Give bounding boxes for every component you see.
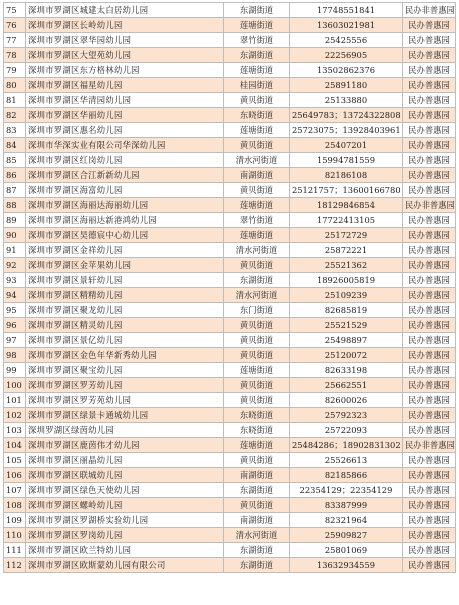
row-number: 102 bbox=[4, 408, 26, 423]
phone-number: 25109239 bbox=[290, 288, 403, 303]
street-office: 清水河街道 bbox=[224, 528, 290, 543]
kindergarten-type: 民办普惠园 bbox=[403, 228, 456, 243]
kindergarten-name: 深圳市罗湖区绿色天使幼儿园 bbox=[26, 483, 224, 498]
row-number: 86 bbox=[4, 168, 26, 183]
phone-number: 82600026 bbox=[290, 393, 403, 408]
row-number: 107 bbox=[4, 483, 26, 498]
street-office: 东晓街道 bbox=[224, 423, 290, 438]
row-number: 98 bbox=[4, 348, 26, 363]
kindergarten-name: 深圳市罗湖区精灵幼儿园 bbox=[26, 318, 224, 333]
kindergarten-name: 深圳市罗湖区红岗幼儿园 bbox=[26, 153, 224, 168]
kindergarten-type: 民办普惠园 bbox=[403, 288, 456, 303]
kindergarten-name: 深圳市华深实业有限公司华深幼儿园 bbox=[26, 138, 224, 153]
kindergarten-name: 深圳市罗湖区聚宝幼儿园 bbox=[26, 363, 224, 378]
table-row bbox=[4, 18, 456, 33]
phone-number: 82685819 bbox=[290, 303, 403, 318]
table-row bbox=[4, 468, 456, 483]
table-row bbox=[4, 423, 456, 438]
phone-number: 17748551841 bbox=[290, 3, 403, 18]
row-number: 79 bbox=[4, 63, 26, 78]
table-row bbox=[4, 48, 456, 63]
row-number: 84 bbox=[4, 138, 26, 153]
kindergarten-type: 民办普惠园 bbox=[403, 558, 456, 573]
street-office: 莲塘街道 bbox=[224, 438, 290, 453]
phone-number: 25801069 bbox=[290, 543, 403, 558]
kindergarten-name: 深圳市罗湖区欧兰特幼儿园 bbox=[26, 543, 224, 558]
row-number: 100 bbox=[4, 378, 26, 393]
phone-number: 25649783；13724322808 bbox=[290, 108, 403, 123]
kindergarten-type: 民办非普惠园 bbox=[403, 438, 456, 453]
phone-number: 25498897 bbox=[290, 333, 403, 348]
table-row bbox=[4, 408, 456, 423]
row-number: 103 bbox=[4, 423, 26, 438]
table-row bbox=[4, 243, 456, 258]
kindergarten-name: 深圳市罗湖区景亿幼儿园 bbox=[26, 333, 224, 348]
row-number: 111 bbox=[4, 543, 26, 558]
phone-number: 25120072 bbox=[290, 348, 403, 363]
phone-number: 25172729 bbox=[290, 228, 403, 243]
kindergarten-name: 深圳市罗湖区螺岭幼儿园 bbox=[26, 498, 224, 513]
row-number: 85 bbox=[4, 153, 26, 168]
street-office: 东湖街道 bbox=[224, 48, 290, 63]
street-office: 莲塘街道 bbox=[224, 198, 290, 213]
street-office: 东晓街道 bbox=[224, 408, 290, 423]
kindergarten-type: 民办普惠园 bbox=[403, 213, 456, 228]
street-office: 东湖街道 bbox=[224, 558, 290, 573]
street-office: 东湖街道 bbox=[224, 273, 290, 288]
table-row bbox=[4, 213, 456, 228]
row-number: 83 bbox=[4, 123, 26, 138]
street-office: 黄贝街道 bbox=[224, 93, 290, 108]
table-row bbox=[4, 108, 456, 123]
street-office: 东晓街道 bbox=[224, 108, 290, 123]
kindergarten-name: 深圳市罗湖区长岭幼儿园 bbox=[26, 18, 224, 33]
phone-number: 17722413105 bbox=[290, 213, 403, 228]
street-office: 黄贝街道 bbox=[224, 393, 290, 408]
kindergarten-name: 深圳市罗湖区昊德宸中心幼儿园 bbox=[26, 228, 224, 243]
table-row bbox=[4, 33, 456, 48]
kindergarten-name: 深圳市罗湖区罗湖桥实验幼儿园 bbox=[26, 513, 224, 528]
table-row bbox=[4, 348, 456, 363]
table-row bbox=[4, 393, 456, 408]
row-number: 78 bbox=[4, 48, 26, 63]
row-number: 77 bbox=[4, 33, 26, 48]
kindergarten-type: 民办普惠园 bbox=[403, 33, 456, 48]
table-row bbox=[4, 123, 456, 138]
row-number: 76 bbox=[4, 18, 26, 33]
kindergarten-name: 深圳市罗湖区海富幼儿园 bbox=[26, 183, 224, 198]
row-number: 94 bbox=[4, 288, 26, 303]
kindergarten-name: 深圳市罗湖区欧斯蒙幼儿园有限公司 bbox=[26, 558, 224, 573]
row-number: 91 bbox=[4, 243, 26, 258]
street-office: 莲塘街道 bbox=[224, 63, 290, 78]
phone-number: 82321964 bbox=[290, 513, 403, 528]
street-office: 莲塘街道 bbox=[224, 363, 290, 378]
phone-number: 25407201 bbox=[290, 138, 403, 153]
street-office: 黄贝街道 bbox=[224, 318, 290, 333]
street-office: 黄贝街道 bbox=[224, 453, 290, 468]
street-office: 黄贝街道 bbox=[224, 258, 290, 273]
row-number: 95 bbox=[4, 303, 26, 318]
street-office: 南湖街道 bbox=[224, 168, 290, 183]
kindergarten-name: 深圳市罗湖区金苹果幼儿园 bbox=[26, 258, 224, 273]
table-row bbox=[4, 63, 456, 78]
table-row bbox=[4, 273, 456, 288]
street-office: 黄贝街道 bbox=[224, 498, 290, 513]
table-row bbox=[4, 558, 456, 573]
street-office: 东门街道 bbox=[224, 303, 290, 318]
row-number: 112 bbox=[4, 558, 26, 573]
row-number: 89 bbox=[4, 213, 26, 228]
kindergarten-type: 民办普惠园 bbox=[403, 63, 456, 78]
kindergarten-name: 深圳市罗湖区海丽达新港鸿幼儿园 bbox=[26, 213, 224, 228]
street-office: 黄贝街道 bbox=[224, 183, 290, 198]
street-office: 东湖街道 bbox=[224, 3, 290, 18]
kindergarten-name: 深圳市罗湖区海丽达海丽幼儿园 bbox=[26, 198, 224, 213]
kindergarten-type: 民办普惠园 bbox=[403, 258, 456, 273]
row-number: 75 bbox=[4, 3, 26, 18]
kindergarten-name: 深圳市罗湖区金色年华新秀幼儿园 bbox=[26, 348, 224, 363]
row-number: 93 bbox=[4, 273, 26, 288]
row-number: 106 bbox=[4, 468, 26, 483]
street-office: 清水河街道 bbox=[224, 153, 290, 168]
kindergarten-name: 深圳市罗湖区大望苑幼儿园 bbox=[26, 48, 224, 63]
table-row bbox=[4, 303, 456, 318]
kindergarten-type: 民办普惠园 bbox=[403, 123, 456, 138]
street-office: 黄贝街道 bbox=[224, 138, 290, 153]
row-number: 99 bbox=[4, 363, 26, 378]
kindergarten-type: 民办非普惠园 bbox=[403, 3, 456, 18]
row-number: 90 bbox=[4, 228, 26, 243]
table-row bbox=[4, 78, 456, 93]
table-row bbox=[4, 93, 456, 108]
kindergarten-name: 深圳市罗湖区景轩幼儿园 bbox=[26, 273, 224, 288]
row-number: 109 bbox=[4, 513, 26, 528]
kindergarten-type: 民办普惠园 bbox=[403, 333, 456, 348]
phone-number: 83387999 bbox=[290, 498, 403, 513]
street-office: 翠竹街道 bbox=[224, 33, 290, 48]
street-office: 黄贝街道 bbox=[224, 333, 290, 348]
kindergarten-type: 民办普惠园 bbox=[403, 453, 456, 468]
kindergarten-name: 深圳市罗湖区罗芳幼儿园 bbox=[26, 378, 224, 393]
row-number: 96 bbox=[4, 318, 26, 333]
kindergarten-name: 深圳市罗湖区绿景卡通城幼儿园 bbox=[26, 408, 224, 423]
table-row bbox=[4, 543, 456, 558]
phone-number: 13632934559 bbox=[290, 558, 403, 573]
table-row bbox=[4, 318, 456, 333]
row-number: 110 bbox=[4, 528, 26, 543]
phone-number: 25891180 bbox=[290, 78, 403, 93]
street-office: 清水河街道 bbox=[224, 288, 290, 303]
phone-number: 15994781559 bbox=[290, 153, 403, 168]
kindergarten-type: 民办普惠园 bbox=[403, 423, 456, 438]
row-number: 101 bbox=[4, 393, 26, 408]
kindergarten-name: 深圳市罗湖区东方格林幼儿园 bbox=[26, 63, 224, 78]
street-office: 桂园街道 bbox=[224, 78, 290, 93]
row-number: 105 bbox=[4, 453, 26, 468]
kindergarten-type: 民办普惠园 bbox=[403, 498, 456, 513]
kindergarten-name: 深圳市罗湖区联城幼儿园 bbox=[26, 468, 224, 483]
kindergarten-type: 民办普惠园 bbox=[403, 18, 456, 33]
table-row bbox=[4, 378, 456, 393]
phone-number: 82185866 bbox=[290, 468, 403, 483]
kindergarten-type: 民办普惠园 bbox=[403, 528, 456, 543]
kindergarten-name: 深圳市罗湖区聚龙幼儿园 bbox=[26, 303, 224, 318]
phone-number: 18129846854 bbox=[290, 198, 403, 213]
street-office: 东湖街道 bbox=[224, 543, 290, 558]
kindergarten-type: 民办普惠园 bbox=[403, 318, 456, 333]
kindergarten-name: 深圳市罗湖区城建太白居幼儿园 bbox=[26, 3, 224, 18]
phone-number: 13502862376 bbox=[290, 63, 403, 78]
kindergarten-type: 民办普惠园 bbox=[403, 303, 456, 318]
table-row bbox=[4, 198, 456, 213]
kindergarten-name: 深圳市罗湖区精精幼儿园 bbox=[26, 288, 224, 303]
kindergarten-name: 深圳市罗湖区丽晶幼儿园 bbox=[26, 453, 224, 468]
phone-number: 25484286；18902831302 bbox=[290, 438, 403, 453]
table-row bbox=[4, 183, 456, 198]
kindergarten-type: 民办普惠园 bbox=[403, 393, 456, 408]
table-body bbox=[4, 3, 456, 573]
kindergarten-type: 民办普惠园 bbox=[403, 483, 456, 498]
kindergarten-name: 深圳市罗湖区鹿茵伟才幼儿园 bbox=[26, 438, 224, 453]
kindergarten-type: 民办普惠园 bbox=[403, 78, 456, 93]
kindergarten-type: 民办普惠园 bbox=[403, 183, 456, 198]
phone-number: 25521362 bbox=[290, 258, 403, 273]
phone-number: 25872221 bbox=[290, 243, 403, 258]
kindergarten-type: 民办普惠园 bbox=[403, 468, 456, 483]
table-row bbox=[4, 453, 456, 468]
phone-number: 25425556 bbox=[290, 33, 403, 48]
kindergarten-type: 民办普惠园 bbox=[403, 138, 456, 153]
kindergarten-name: 深圳罗湖区绿茵幼儿园 bbox=[26, 423, 224, 438]
kindergarten-table bbox=[3, 2, 456, 573]
street-office: 莲塘街道 bbox=[224, 18, 290, 33]
table-row bbox=[4, 333, 456, 348]
street-office: 清水河街道 bbox=[224, 243, 290, 258]
row-number: 80 bbox=[4, 78, 26, 93]
row-number: 97 bbox=[4, 333, 26, 348]
table-row bbox=[4, 3, 456, 18]
kindergarten-type: 民办普惠园 bbox=[403, 363, 456, 378]
kindergarten-name: 深圳市罗湖区惠名幼儿园 bbox=[26, 123, 224, 138]
phone-number: 22256905 bbox=[290, 48, 403, 63]
street-office: 翠竹街道 bbox=[224, 213, 290, 228]
phone-number: 25526613 bbox=[290, 453, 403, 468]
phone-number: 25723075；13928403961 bbox=[290, 123, 403, 138]
kindergarten-type: 民办普惠园 bbox=[403, 513, 456, 528]
kindergarten-name: 深圳市罗湖区罗岗幼儿园 bbox=[26, 528, 224, 543]
table-row bbox=[4, 438, 456, 453]
street-office: 莲塘街道 bbox=[224, 123, 290, 138]
kindergarten-type: 民办普惠园 bbox=[403, 378, 456, 393]
table-row bbox=[4, 288, 456, 303]
table-row bbox=[4, 138, 456, 153]
table-row bbox=[4, 483, 456, 498]
kindergarten-name: 深圳市罗湖区翠华园幼儿园 bbox=[26, 33, 224, 48]
kindergarten-type: 民办普惠园 bbox=[403, 48, 456, 63]
kindergarten-type: 民办普惠园 bbox=[403, 273, 456, 288]
phone-number: 18926005819 bbox=[290, 273, 403, 288]
row-number: 108 bbox=[4, 498, 26, 513]
kindergarten-type: 民办普惠园 bbox=[403, 168, 456, 183]
kindergarten-type: 民办普惠园 bbox=[403, 348, 456, 363]
street-office: 黄贝街道 bbox=[224, 348, 290, 363]
kindergarten-type: 民办普惠园 bbox=[403, 108, 456, 123]
phone-number: 25792323 bbox=[290, 408, 403, 423]
row-number: 82 bbox=[4, 108, 26, 123]
row-number: 87 bbox=[4, 183, 26, 198]
kindergarten-type: 民办非普惠园 bbox=[403, 198, 456, 213]
phone-number: 25662551 bbox=[290, 378, 403, 393]
row-number: 88 bbox=[4, 198, 26, 213]
table-row bbox=[4, 228, 456, 243]
table-row bbox=[4, 528, 456, 543]
phone-number: 25133880 bbox=[290, 93, 403, 108]
phone-number: 25521529 bbox=[290, 318, 403, 333]
table-row bbox=[4, 168, 456, 183]
table-row bbox=[4, 513, 456, 528]
phone-number: 82186108 bbox=[290, 168, 403, 183]
kindergarten-type: 民办普惠园 bbox=[403, 153, 456, 168]
table-row bbox=[4, 363, 456, 378]
kindergarten-name: 深圳市罗湖区罗芳苑幼儿园 bbox=[26, 393, 224, 408]
phone-number: 25909827 bbox=[290, 528, 403, 543]
street-office: 黄贝街道 bbox=[224, 378, 290, 393]
kindergarten-type: 民办普惠园 bbox=[403, 243, 456, 258]
kindergarten-name: 深圳市罗湖区福星幼儿园 bbox=[26, 78, 224, 93]
kindergarten-type: 民办普惠园 bbox=[403, 408, 456, 423]
phone-number: 22354129；22354129 bbox=[290, 483, 403, 498]
row-number: 81 bbox=[4, 93, 26, 108]
kindergarten-type: 民办普惠园 bbox=[403, 543, 456, 558]
phone-number: 25121757；13600166780 bbox=[290, 183, 403, 198]
phone-number: 13603021981 bbox=[290, 18, 403, 33]
kindergarten-name: 深圳市罗湖区华清园幼儿园 bbox=[26, 93, 224, 108]
table-row bbox=[4, 498, 456, 513]
street-office: 东湖街道 bbox=[224, 483, 290, 498]
row-number: 92 bbox=[4, 258, 26, 273]
street-office: 莲塘街道 bbox=[224, 228, 290, 243]
kindergarten-name: 深圳市罗湖区金祥幼儿园 bbox=[26, 243, 224, 258]
table-row bbox=[4, 153, 456, 168]
kindergarten-type: 民办普惠园 bbox=[403, 93, 456, 108]
phone-number: 25722093 bbox=[290, 423, 403, 438]
phone-number: 82633198 bbox=[290, 363, 403, 378]
street-office: 南湖街道 bbox=[224, 468, 290, 483]
kindergarten-name: 深圳市罗湖区合江新新幼儿园 bbox=[26, 168, 224, 183]
table-row bbox=[4, 258, 456, 273]
row-number: 104 bbox=[4, 438, 26, 453]
street-office: 南湖街道 bbox=[224, 513, 290, 528]
kindergarten-name: 深圳市罗湖区华丽幼儿园 bbox=[26, 108, 224, 123]
